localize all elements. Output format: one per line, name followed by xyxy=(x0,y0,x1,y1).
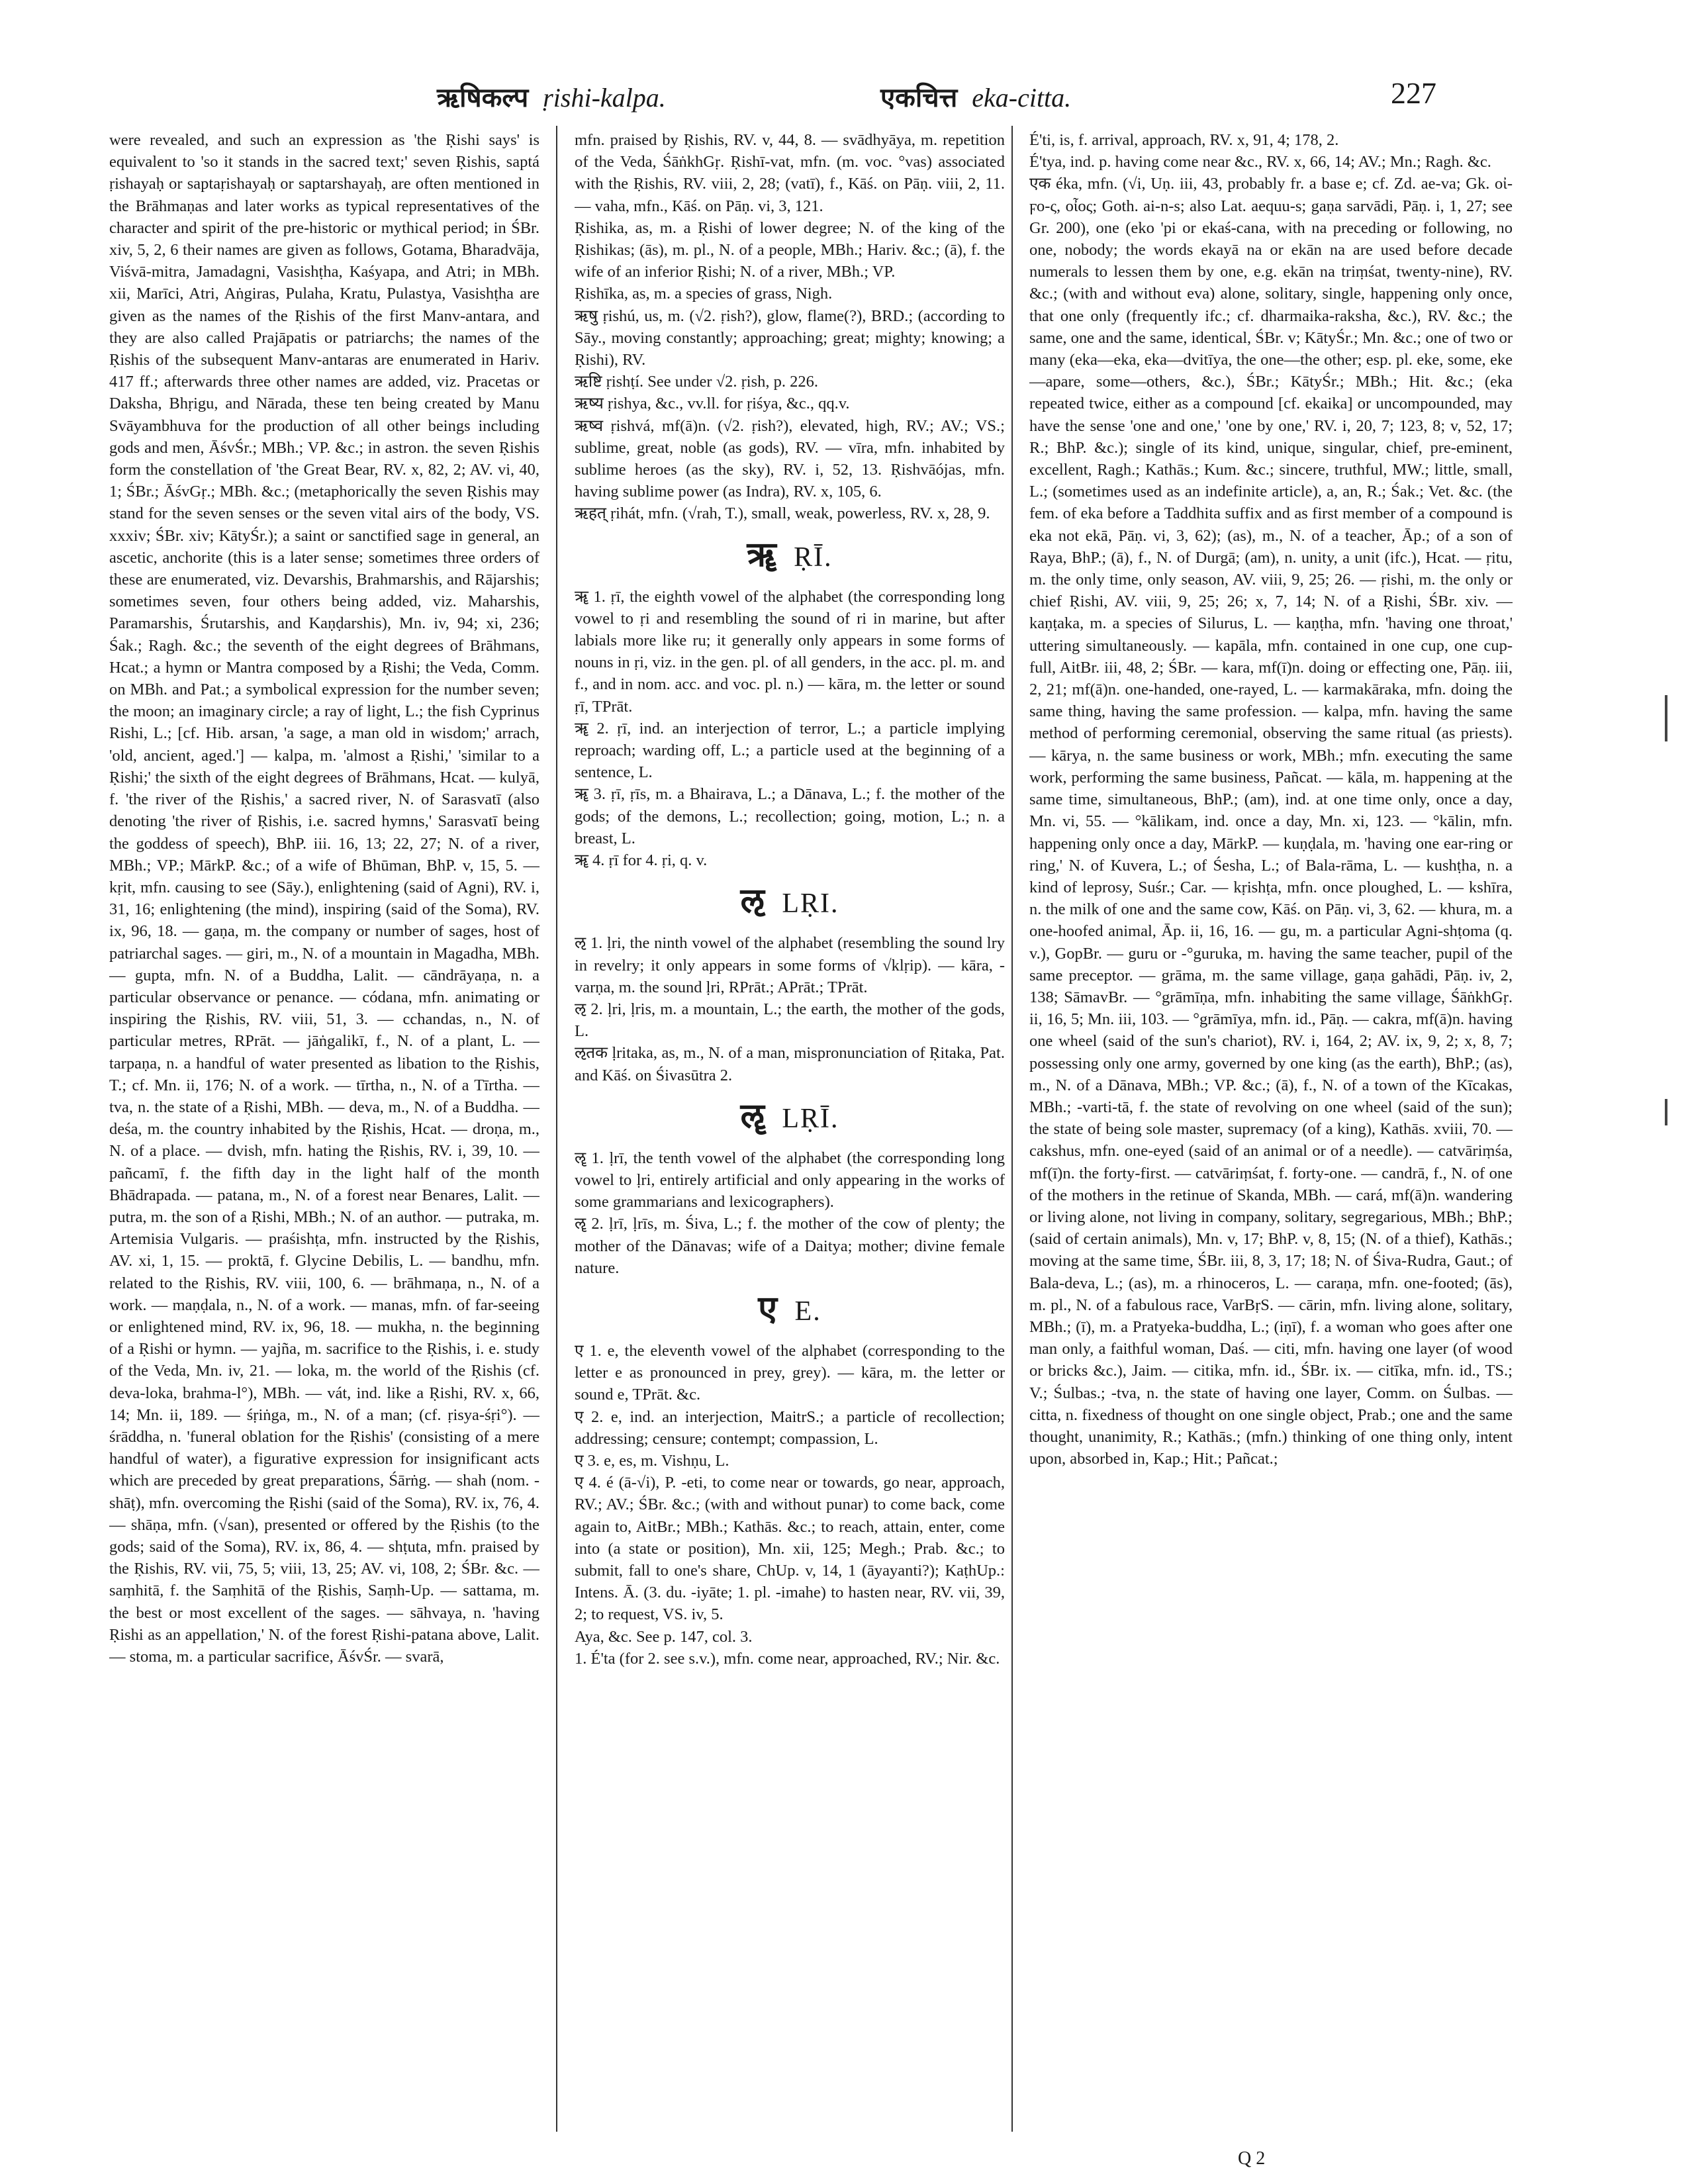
margin-binding-mark xyxy=(1665,1099,1667,1125)
dictionary-entry: 1. É'ta (for 2. see s.v.), mfn. come near, approached, RV.; Nir. &c. xyxy=(575,1649,1000,1668)
dictionary-entry: Aya, &c. See p. 147, col. 3. xyxy=(575,1627,753,1646)
dictionary-entry: एक éka, mfn. (√i, Uṇ. iii, 43, probably fr. a base e; cf. Zd. ae-va; Gk. οἰ-ϝο-ς, οἶος; Goth. ai-n-s; also Lat. aequu-s; gaṇa sarvādi, Pāṇ. i, 1, 27; see Gr. 200), one (eko 'pi or ekaś-cana, with na preceding or following, no one, nobody; the words ekayā na or ekān na are used before decade numerals to lessen them by one, e.g. ekān na triṃśat, twenty-nine), RV. &c.; (with and without eva) alone, solitary, single, happening only once, that one only (frequently ifc.; cf. dharmaika-raksha, &c.), RV. &c.; the same, one and the same, identical, ŚBr. v; KātyŚr.; Mn. &c.; one of two or many (eka—eka, eka—dvitīya, the one—the other; esp. pl. eke, some, eke —apare, some—others, &c.), ŚBr.; KātyŚr.; MBh.; Hit. &c.; (eka repeated twice, either as a compound [cf. ekaika] or uncompounded, may have the sense 'one and one,' 'one by one,' RV. i, 20, 7; 123, 8; v, 52, 17; R.; BhP. &c.); single of its kind, unique, singular, chief, pre-eminent, excellent, Ragh.; Kathās.; Kum. &c.; sincere, truthful, MW.; little, small, L.; (sometimes used as an indefinite article), a, an, R.; Śak.; Vet. &c. (the fem. of eka before a Taddhita suffix and as first member of a compound is eka not ekā, Pāṇ. vi, 3, 62); (as), m., N. of a teacher, Āp.; of a son of Raya, BhP.; (ā), f., N. of Durgā; (am), n. unity, a unit (ifc.), Hcat. — ṛitu, m. the only time, only season, AV. viii, 9, 25; 26. — ṛishi, m. the only or chief Ṛishi, AV. viii, 9, 25; 26; x, 7, 14; N. of a Ṛishi, ŚBr. xiv. — kaṇṭaka, m. a species of Silurus, L. — kaṇṭha, mfn. 'having one throat,' uttering simultaneously. — kapāla, mfn. contained in one cup, one cup-full, AitBr. iii, 48, 2; ŚBr. — kara, mf(ī)n. doing or effecting one, Pāṇ. iii, 2, 21; mf(ā)n. one-handed, one-rayed, L. — karmakāraka, mfn. doing the same thing, having the same profession. — kalpa, mfn. having the same method of performing ceremonial, observing the same ritual (as priests). — kārya, n. the same business or work, MBh.; mfn. executing the same work, performing the same business, Pañcat. — kāla, m. happening at the same time, simultaneous, BhP.; (am), ind. at one time only, once a day, Mn. vi, 55. — °kālikam, ind. once a day, Mn. xi, 123. — °kālin, mfn. happening only once a day, MārkP. — kuṇḍala, m. 'having one ear-ring or ring,' N. of Kuvera, L.; of Śesha, L.; of Bala-rāma, L. — kushṭha, n. a kind of leprosy, Suśr.; Car. — kṛishṭa, mfn. once ploughed, L. — kshīra, n. the milk of one and the same cow, Kāś. on Pāṇ. vi, 3, 62. — khura, m. a one-hoofed animal, Āp. ii, 16, 16. — gu, m. a particular Agni-shṭoma (q. v.), GopBr. — guru or -°guruka, m. having the same teacher, pupil of the same preceptor. — grāma, m. the same village, gaṇa gahādi, Pāṇ. iv, 2, 138; SāmavBr. — °grāmīṇa, mfn. inhabiting the same village, ŚāṅkhGṛ. ii, 16, 5; Mn. iii, 103. — °grāmīya, mfn. id., Pāṇ. — cakra, mf(ā)n. having one wheel (said of the sun's chariot), RV. i, 164, 2; AV. ix, 9, 2; x, 8, 7; possessing only one army, governed by one king (as the earth), BhP.; (as), m., N. of a Dānava, MBh.; VP. &c.; (ā), f., N. of a town of the Kīcakas, MBh.; -varti-tā, f. the state of revolving on one wheel (said of the sun); the state of being sole master, supremacy (of a king), Kathās. xviii, 70. — cakshus, mfn. one-eyed (said of an animal or of a needle). — catvāriṃśa, mf(ī)n. the forty-first. — catvāriṃśat, f. forty-one. — candrā, f., N. of one of the mothers in the retinue of Skanda, MBh. — cará, mf(ā)n. wandering or living alone, not living in company, solitary, segregarious, MBh.; BhP.; (said of certain animals), Mn. v, 17; BhP. v, 8, 15; (N. of a thief), Kathās.; moving at the same time, ŚBr. iii, 8, 3, 17; 18; N. of Śiva-Rudra, Gaut.; of Bala-deva, L.; (as), m. a rhinoceros, L. — caraṇa, mfn. one-footed; (ās), m. pl., N. of a fabulous race, VarBṛS. — cārin, mfn. living alone, solitary, MBh.; (ī), m. a Pratyeka-buddha, L.; (iṇī), f. a woman who goes after one man only, a faithful woman, Daś. — citi, mfn. having one layer (of wood or bricks &c.), Jaim. — citika, mfn. id., ŚBr. ix. — citīka, mfn. id., TS.; V.; Śulbas.; -tva, n. the state of having one layer, Comm. on Śulbas. — citta, n. fixedness of thought on one single object, Prab.; one and the same thought, unanimity, R.; Kathās.; (mfn.) thinking of one thing only, intent upon, absorbed in, Kap.; Hit.; Pañcat.; xyxy=(1029,175,1513,1468)
left-running-headword xyxy=(437,78,666,115)
dictionary-entry: ऌ 1. ḷri, the ninth vowel of the alphabet (resembling the sound lry in revelry; it only appears in some forms of √klṛip). — kāra, -varṇa, m. the sound ḷri, RPrāt.; APrāt.; TPrāt. xyxy=(575,934,1005,996)
dictionary-entry: Ṛishika, as, m. a Ṛishi of lower degree; N. of the king of the Ṛishikas; (ās), m. pl., N. of a people, MBh.; Hariv. &c.; (ā), f. the wife of an inferior Ṛishi; N. of a river, MBh.; VP. xyxy=(575,218,1005,281)
section-heading-lri xyxy=(575,882,1005,923)
dictionary-entry: Ṛishīka, as, m. a species of grass, Nigh. xyxy=(575,285,833,303)
dictionary-entry: ॡ 1. ḷrī, the tenth vowel of the alphabet (the corresponding long vowel to ḷri, entirely artificial and only appearing in the works of some grammarians and lexicographers). xyxy=(575,1149,1005,1211)
page-number: 227 xyxy=(1391,76,1436,110)
dictionary-entry: ए 4. é (ā-√i), P. -eti, to come near or towards, go near, approach, RV.; AV.; ŚBr. &c.; (with and without punar) to come back, come again to, AitBr.; MBh.; Kathās. &c.; to reach, attain, enter, come into (a state or position), Mn. xii, 125; Megh.; Prab. &c.; to submit, fall to one's share, ChUp. v, 14, 1 (āyayanti?); KaṭhUp.: Intens. Ā. (3. du. -iyāte; 1. pl. -imahe) to hasten near, RV. vii, 39, 2; to request, VS. iv, 5. xyxy=(575,1474,1005,1624)
dictionary-entry: ॠ 1. ṛī, the eighth vowel of the alphabet (the corresponding long vowel to ṛi and resembling the sound of ri in marine, but after labials more like ru; it generally only appears in some forms of nouns in ṛi, viz. in the gen. pl. of all genders, in the acc. pl. m. and f., and in nom. acc. and voc. pl. n.) — kāra, m. the letter or sound ṛī, TPrāt. xyxy=(575,587,1005,716)
dictionary-entry: É'ti, is, f. arrival, approach, RV. x, 91, 4; 178, 2. xyxy=(1029,131,1339,149)
column-2 xyxy=(575,129,1005,2122)
dictionary-entry: ऋष्व ṛishvá, mf(ā)n. (√2. ṛish?), elevated, high, RV.; AV.; VS.; sublime, great, noble (as gods), RV. — vīra, mfn. inhabited by sublime heroes (as the sky), RV. i, 52, 13. Ṛishvāójas, mfn. having sublime power (as Indra), RV. x, 105, 6. xyxy=(575,416,1005,501)
section-heading-rii xyxy=(575,536,1005,577)
left-headword-transliteration: ṛishi-kalpa. xyxy=(543,83,666,113)
dictionary-entry: ऋषु ṛishú, us, m. (√2. ṛish?), glow, flame(?), BRD.; (according to Sāy., moving constantly; approaching; great; mighty; knowing; a Ṛishi), RV. xyxy=(575,307,1005,369)
section-heading-e xyxy=(575,1290,1005,1331)
left-headword-devanagari: ऋषिकल्प xyxy=(437,83,529,113)
column-divider-1 xyxy=(556,126,557,2132)
center-headword-devanagari: एकचित्त xyxy=(880,83,958,113)
section-heading-title: ṚĪ. xyxy=(794,542,833,573)
dictionary-entry: ए 3. e, es, m. Vishṇu, L. xyxy=(575,1451,729,1470)
dictionary-entry: ऋहत् ṛihát, mfn. (√rah, T.), small, weak, powerless, RV. x, 28, 9. xyxy=(575,504,990,523)
dictionary-entry: ॠ 4. ṛī for 4. ṛi, q. v. xyxy=(575,851,708,870)
section-heading-devanagari: ॠ xyxy=(747,534,778,575)
section-heading-title: E. xyxy=(794,1296,821,1327)
center-headword-transliteration: eka-citta. xyxy=(972,83,1072,113)
column-3 xyxy=(1029,129,1513,2122)
dictionary-entry: ऌ 2. ḷri, ḷris, m. a mountain, L.; the earth, the mother of the gods, L. xyxy=(575,1000,1005,1041)
signature-mark: Q 2 xyxy=(1238,2148,1266,2169)
dictionary-entry: ॠ 2. ṛī, ind. an interjection of terror, L.; a particle implying reproach; warding off, L.; a particle used at the beginning of a sentence, L. xyxy=(575,719,1005,782)
dictionary-entry: ए 1. e, the eleventh vowel of the alphabet (corresponding to the letter e as pronounced in prey, grey). — kāra, m. the letter or sound e, TPrāt. &c. xyxy=(575,1341,1005,1404)
dictionary-entry: ए 2. e, ind. an interjection, MaitrS.; a particle of recollection; addressing; censure; contempt; compassion, L. xyxy=(575,1407,1005,1448)
dictionary-entry: ऋष्टि ṛishṭí. See under √2. ṛish, p. 226. xyxy=(575,373,819,391)
section-heading-title: LṚĪ. xyxy=(782,1103,839,1134)
dictionary-entry: É'tya, ind. p. having come near &c., RV. x, 66, 14; AV.; Mn.; Ragh. &c. xyxy=(1029,153,1491,171)
dictionary-entry: mfn. praised by Ṛishis, RV. v, 44, 8. — svādhyāya, m. repetition of the Veda, ŚāṅkhGṛ. Ṛishī-vat, mfn. (m. voc. °vas) associated with the Ṛishis, RV. viii, 2, 28; (vatī), f., Kāś. on Pāṇ. viii, 2, 11. — vaha, mfn., Kāś. on Pāṇ. vi, 3, 121. xyxy=(575,131,1005,215)
section-heading-devanagari: ऌ xyxy=(740,881,766,922)
column-1-text: were revealed, and such an expression as 'the Ṛishi says' is equivalent to 'so it stands in the sacred text;' seven Ṛishis, saptá ṛishayaḥ or saptaṛishayaḥ or saptarshayaḥ, are often mentioned in the Brāhmaṇas and later works as typical representatives of the character and spirit of the pre-historic or mythical period; in ŚBr. xiv, 5, 2, 6 their names are given as follows, Gotama, Bharadvāja, Viśvā-mitra, Jamadagni, Vasishṭha, Kaśyapa, and Atri; in MBh. xii, Marīci, Atri, Aṅgiras, Pulaha, Kratu, Pulastya, Vasishṭha are given as the names of the Ṛishis of the first Manv-antara, and they are also called Prajāpatis or patriarchs; the names of the Ṛishis of the subsequent Manv-antaras are enumerated in Hariv. 417 ff.; afterwards three other names are added, viz. Pracetas or Daksha, Bhṛigu, and Nārada, these ten being created by Manu Svāyambhuva for the production of all other beings including gods and men, ĀśvŚr.; MBh.; VP. &c.; in astron. the seven Ṛishis form the constellation of 'the Great Bear, RV. x, 82, 2; AV. vi, 40, 1; ŚBr.; ĀśvGṛ.; MBh. &c.; (metaphorically the seven Ṛishis may stand for the seven senses or the seven vital airs of the body, VS. xxxiv; ŚBr. xiv; KātyŚr.); a saint or sanctified sage in general, an ascetic, anchorite (this is a later sense; sometimes three orders of these are enumerated, viz. Devarshis, Brahmarshis, and Rājarshis; sometimes seven, four others being added, viz. Maharshis, Paramarshis, Śrutarshis, and Kaṇḍarshis), Mn. iv, 94; xi, 236; Śak.; Ragh. &c.; the seventh of the eight degrees of Brāhmans, Hcat.; a hymn or Mantra composed by a Ṛishi; the Veda, Comm. on MBh. and Pat.; a symbolical expression for the number seven; the moon; an imaginary circle; a ray of light, L.; the fish Cyprinus Rishi, L.; [cf. Hib. arsan, 'a sage, a man old in wisdom;' arrach, 'old, ancient, aged.'] — kalpa, m. 'almost a Ṛishi,' 'similar to a Ṛishi;' the sixth of the eight degrees of Brāhmans, Hcat. — kulyā, f. 'the river of the Ṛishis,' a sacred river, N. of Sarasvatī (also denoting 'the river of Ṛishis, i.e. sacred hymns,' Sarasvatī being the goddess of speech), BhP. iii. 16, 13; 22, 27; N. of a river, MBh.; VP.; MārkP. &c.; of a wife of Bhūman, BhP. v, 15, 5. — kṛit, mfn. causing to see (Sāy.), enlightening (said of Agni), RV. i, 31, 16; enlightening (the mind), inspiring (said of the Soma), RV. ix, 96, 18. — gaṇa, m. the company or number of sages, host of patriarchal sages. — giri, m., N. of a mountain in Magadha, MBh. — gupta, mfn. N. of a Buddha, Lalit. — cāndrāyaṇa, n. a particular observance or penance. — códana, mfn. animating or inspiring the Ṛishis, RV. viii, 51, 3. — cchandas, n., N. of particular metres, RPrāt. — jāṅgalikī, f., N. of a plant, L. — tarpaṇa, n. a handful of water presented as libation to the Ṛishis, T.; cf. Mn. ii, 176; N. of a work. — tīrtha, n., N. of a Tīrtha. — tva, n. the state of a Ṛishi, MBh. — deva, m., N. of a Buddha. — deśa, m. the country inhabited by the Ṛishis, Hcat. — droṇa, m., N. of a place. — dvish, mfn. hating the Ṛishis, RV. i, 39, 10. — pañcamī, f. the fifth day in the light half of the month Bhādrapada. — patana, m., N. of a forest near Benares, Lalit. — putra, m. the son of a Ṛishi, MBh.; N. of an author. — putraka, m. Artemisia Vulgaris. — praśishṭa, mfn. instructed by the Ṛishis, AV. xi, 1, 15. — proktā, f. Glycine Debilis, L. — bandhu, mfn. related to the Ṛishis, RV. viii, 100, 6. — brāhmaṇa, n., N. of a work. — maṇḍala, n., N. of a work. — manas, mfn. of far-seeing or enlightened mind, RV. ix, 96, 18. — mukha, n. the beginning of a Ṛishi or hymn. — yajña, m. sacrifice to the Ṛishis, i. e. study of the Veda, Mn. iv, 21. — loka, m. the world of the Ṛishis (cf. deva-loka, brahma-l°), MBh. — vát, ind. like a Ṛishi, RV. x, 66, 14; Mn. ii, 189. — śṛiṅga, m., N. of a man; (cf. ṛisya-śṛi°). — śrāddha, n. 'funeral oblation for the Ṛishis' (consisting of a mere handful of water), a figurative expression for insignificant acts which are preceded by great preparations, Śārṅg. — shah (nom. -shāṭ), mfn. overcoming the Ṛishi (said of the Soma), RV. ix, 76, 4. — shāṇa, mfn. (√san), presented or offered by the Ṛishis (to the gods; said of the Soma), RV. ix, 86, 4. — shṭuta, mfn. praised by the Ṛishis, RV. vii, 75, 5; viii, 13, 25; AV. vi, 108, 2; ŚBr. &c. — saṃhitā, f. the Saṃhitā of the Ṛishis, Saṃh-Up. — sattama, m. the best or most excellent of the sages. — sāhvaya, n. 'having Ṛishi as an appellation,' N. of the forest Ṛishi-patana above, Lalit. — stoma, m. a particular sacrifice, ĀśvŚr. — svarā, xyxy=(109,131,539,1666)
dictionary-entry: ऋष्य ṛishya, &c., vv.ll. for ṛiśya, &c., qq.v. xyxy=(575,395,850,413)
column-divider-2 xyxy=(1011,126,1013,2132)
dictionary-entry: ॡ 2. ḷrī, ḷrīs, m. Śiva, L.; f. the mother of the cow of plenty; the mother of the Dānavas; wife of a Daitya; mother; divine female nature. xyxy=(575,1215,1005,1277)
section-heading-devanagari: ॡ xyxy=(740,1096,766,1136)
column-1 xyxy=(109,129,539,2122)
page-header xyxy=(113,78,1436,118)
section-heading-title: LṚI. xyxy=(782,888,839,920)
margin-binding-mark xyxy=(1665,695,1667,741)
dictionary-entry: ऌतक ḷritaka, as, m., N. of a man, mispronunciation of Ṛitaka, Pat. and Kāś. on Śivasūtra 2. xyxy=(575,1044,1005,1084)
center-running-headword xyxy=(880,78,1071,115)
section-heading-devanagari: ए xyxy=(758,1288,779,1329)
dictionary-entry: ॠ 3. ṛī, ṛīs, m. a Bhairava, L.; a Dānava, L.; f. the mother of the gods; of the demons, L.; recollection; going, motion, L.; n. a breast, L. xyxy=(575,785,1005,847)
section-heading-lrii xyxy=(575,1097,1005,1138)
